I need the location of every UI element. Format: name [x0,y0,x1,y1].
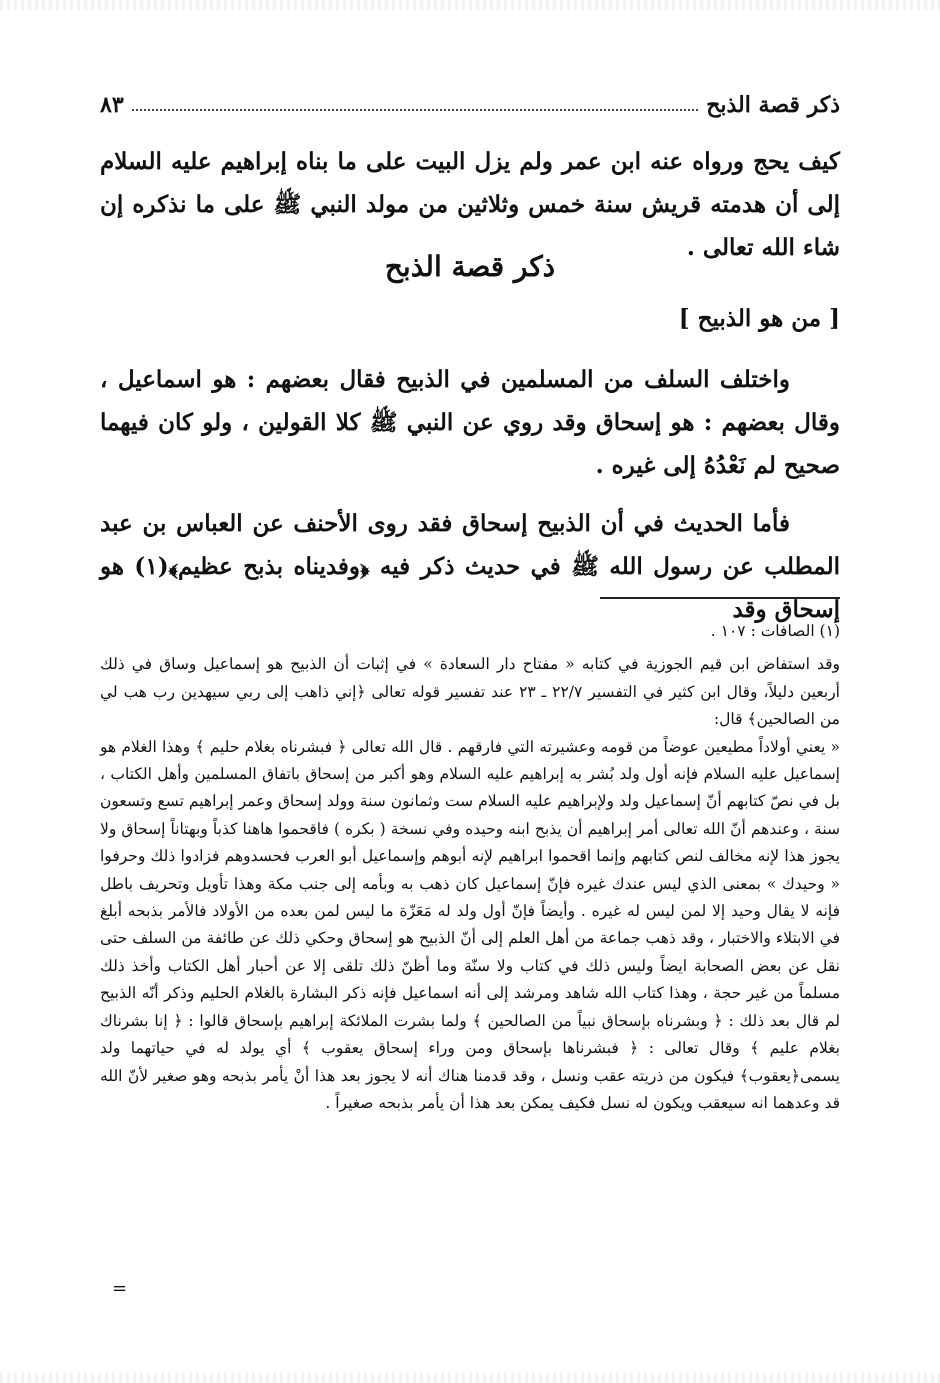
intro-paragraph: كيف يحج ورواه عنه ابن عمر ولم يزل البيت على ما بناه إبراهيم عليه السلام إلى أن هدمته قريش سنة خمس وثلاثين من مولد النبي ﷺ على ما نذكره إن شاء الله تعالى . [100,148,840,261]
footnote-divider [600,597,840,599]
body-paragraph-2: واختلف السلف من المسلمين في الذبيح فقال بعضهم : هو اسماعيل ، وقال بعضهم : هو إسحاق وقد روي عن النبي ﷺ كلا القولين ، ولو كان فيهما صحيح لم نَعْدُهُ إلى غيره . [100,366,840,479]
section-title: ذكر قصة الذبح [384,250,556,283]
body-paragraph-3: فأما الحديث في أن الذبيح إسحاق فقد روى الأحنف عن العباس بن عبد المطلب عن رسول الله ﷺ في حديث ذكر فيه ﴿وفديناه بذبح عظيم﴾(١) هو إسحاق وقد [100,510,840,623]
footnote-reference: (١) الصافات : ١٠٧ . [710,622,840,640]
footnote-paragraph-2: « يعني أولاداً مطيعين عوضاً من قومه وعشيرته التي فارقهم . قال الله تعالى ﴿ فبشرناه بغلام حليم ﴾ وهذا الغلام هو إسماعيل عليه السلام فإنه أول ولد بُشر به إبراهيم عليه السلام وهو أكبر من إسحاق باتفاق المسلمين وأهل الكتاب ، بل في نصّ كتابهم أنّ إسماعيل ولد ولإبراهيم عليه السلام ست وثمانون سنة وولد إسحاق وعمر إبراهيم تسع وتسعون سنة ، وعندهم أنّ الله تعالى أمر إبراهيم أن يذبح ابنه وحيده وفي نسخة ( بكره ) فاقحموا هاهنا كذباً وبهتاناً إسحاق ولا يجوز هذا لإنه مخالف لنص كتابهم وإنما اقحموا ابراهيم لإنه أبوهم وإسماعيل أبو العرب فحسدوهم فزادوا ذلك وحرفوا « وحيدك » بمعنى الذي ليس عندك غيره فإنّ إسماعيل كان ذهب به وبأمه إلى جنب مكة وهذا تأويل وتحريف باطل فإنه لا يقال وحيد إلا لمن ليس له غيره . وأيضاً فإنّ أول ولد له مَعَزّة ما ليس لمن بعده من الأولاد فالأمر بذبحه أبلغ في الابتلاء والاختبار ، وقد ذهب جماعة من أهل العلم إلى أنّ الذبيح هو إسحاق وحكي ذلك عن طائفة من السلف حتى نقل عن بعض الصحابة ايضاً وليس ذلك في كتاب ولا سنّة وما أظنّ ذلك تلقى إلا عن أحبار أهل الكتاب وأخذ ذلك مسلماً من غير حجة ، وهذا كتاب الله شاهد ومرشد إلى أنه اسماعيل فإنه ذكر البشارة بالغلام الحليم وذكر أنّه الذبيح لم قال بعد ذلك : ﴿ وبشرناه بإسحاق نبياً من الصالحين ﴾ ولما بشرت الملائكة إبراهيم بإسحاق قالوا : ﴿ إنا بشرناك بغلام عليم ﴾ وقال تعالى : ﴿ فبشرناها بإسحاق ومن وراء إسحاق يعقوب ﴾ أي يولد له في حياتهما ولد يسمى﴿يعقوب﴾ فيكون من ذريته عقب ونسل ، وقد قدمنا هناك أنه لا يجوز بعد هذا أنْ يأمر بذبحه وهو صغير لأنّ الله قد وعدهما انه سيعقب ويكون له نسل فكيف يمكن بعد هذا أن يأمر بذبحه صغيراً . [100,737,840,1112]
scan-edge-top [0,0,940,10]
header-leader-dots [132,109,699,111]
continuation-mark: = [112,1278,128,1299]
running-header [100,84,840,118]
scan-edge-bottom [0,1373,940,1383]
header-title: ذكر قصة الذبح [706,92,840,118]
footnote-paragraph-1: وقد استفاض ابن قيم الجوزية في كتابه « مفتاح دار السعادة » في إثبات أن الذبيح هو إسماعيل وساق في ذلك أربعين دليلاً، وقال ابن كثير في التفسير ٢٢/٧ ـ ٢٣ عند تفسير قوله تعالى ﴿إني ذاهب إلى ربي سيهدين رب هب لي من الصالحين﴾ قال: [100,655,840,729]
page-number: ٨٣ [100,92,124,118]
footnotes [100,618,840,1117]
subheading: [ من هو الذبيح ] [678,305,840,332]
